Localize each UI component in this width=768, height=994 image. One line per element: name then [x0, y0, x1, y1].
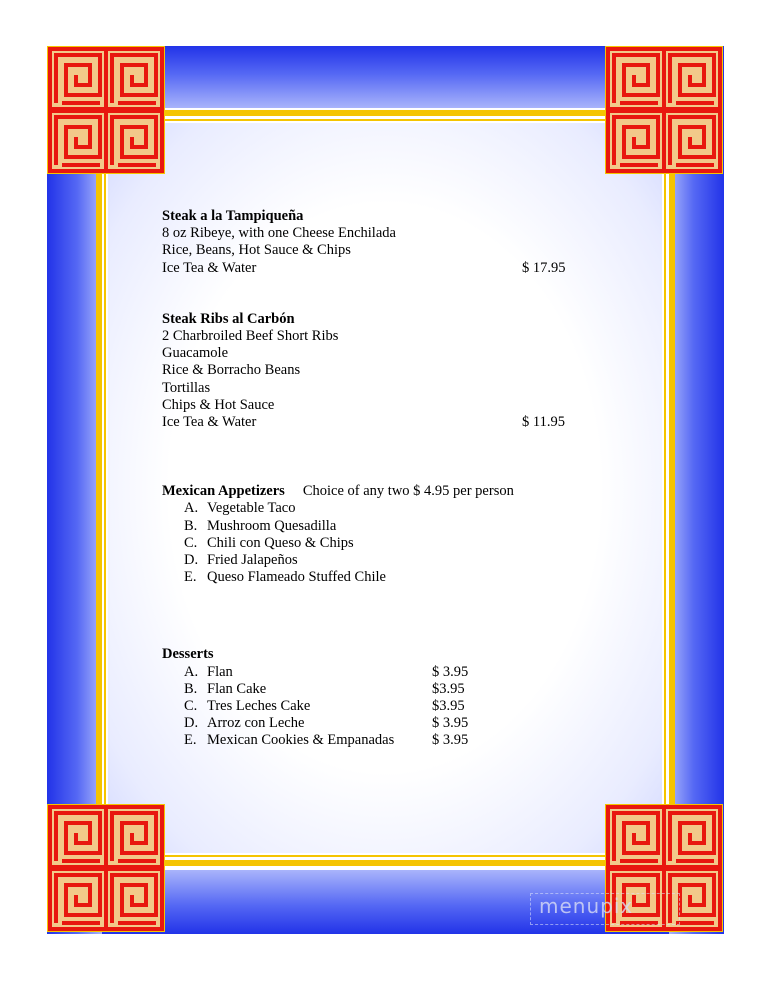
- gold-stripe: [102, 110, 669, 116]
- watermark-logo: menupix: [530, 893, 680, 925]
- item-line: Guacamole: [162, 345, 229, 362]
- item-price: $ 11.95: [522, 414, 565, 431]
- gold-stripe: [102, 119, 669, 121]
- item-price: $3.95: [432, 680, 465, 697]
- item-price: $ 3.95: [432, 732, 469, 749]
- list-item: [162, 681, 582, 698]
- menu-content: [162, 208, 582, 750]
- greek-key-corner-top-right: [605, 46, 723, 174]
- list-letter: B.: [184, 517, 198, 534]
- item-title: Steak a la Tampiqueña: [162, 208, 304, 224]
- list-item-name: Mexican Cookies & Empanadas: [207, 732, 395, 749]
- section-steak-ribs: [162, 311, 582, 431]
- greek-key-corner-bottom-left: [47, 804, 165, 932]
- gold-stripe: [96, 160, 102, 820]
- gold-stripe: [102, 855, 669, 857]
- item-line: Rice & Borracho Beans: [162, 362, 301, 379]
- list-item: [162, 715, 582, 732]
- list-item: [162, 535, 582, 552]
- item-line: [162, 260, 582, 277]
- item-price: $ 3.95: [432, 715, 469, 732]
- section-appetizers: [162, 483, 582, 586]
- list-letter: D.: [184, 552, 199, 569]
- list-item: [162, 664, 582, 681]
- section-steak-tampiquena: [162, 208, 582, 277]
- list-item: [162, 552, 582, 569]
- list-item-name: Flan Cake: [207, 680, 267, 697]
- list-letter: D.: [184, 715, 199, 732]
- section-title: Mexican Appetizers: [162, 483, 285, 500]
- section-desserts: [162, 646, 582, 749]
- list-item-name: Chili con Queso & Chips: [207, 534, 354, 551]
- list-item: [162, 500, 582, 517]
- list-item: [162, 569, 582, 586]
- list-item: [162, 698, 582, 715]
- item-price: $3.95: [432, 698, 465, 715]
- gold-stripe: [104, 160, 106, 820]
- list-item-name: Queso Flameado Stuffed Chile: [207, 569, 386, 586]
- list-letter: E.: [184, 569, 197, 586]
- item-line: Chips & Hot Sauce: [162, 396, 275, 413]
- gold-stripe: [669, 160, 675, 820]
- list-item-name: Tres Leches Cake: [207, 698, 311, 715]
- greek-key-corner-top-left: [47, 46, 165, 174]
- border-left-band: [47, 46, 102, 934]
- list-letter: A.: [184, 663, 199, 680]
- list-item-name: Flan: [207, 663, 233, 680]
- item-price: $ 3.95: [432, 663, 469, 680]
- list-item: [162, 518, 582, 535]
- gold-stripe: [664, 160, 666, 820]
- list-letter: C.: [184, 534, 198, 551]
- list-letter: C.: [184, 698, 198, 715]
- gold-stripe: [102, 860, 669, 866]
- appetizers-note: Choice of any two $ 4.95 per person: [302, 483, 514, 500]
- list-item-name: Mushroom Quesadilla: [207, 517, 337, 534]
- list-item-name: Vegetable Taco: [207, 500, 296, 517]
- item-line: [162, 414, 582, 431]
- appetizers-header: [162, 483, 582, 500]
- border-right-band: [669, 46, 724, 934]
- item-line: 8 oz Ribeye, with one Cheese Enchilada: [162, 225, 396, 242]
- list-letter: A.: [184, 500, 199, 517]
- list-item: [162, 732, 582, 749]
- section-title: Desserts: [162, 646, 214, 663]
- item-title: Steak Ribs al Carbón: [162, 310, 295, 327]
- list-letter: E.: [184, 732, 197, 749]
- list-letter: B.: [184, 680, 198, 697]
- item-price: $ 17.95: [522, 259, 566, 276]
- item-line-text: Ice Tea & Water: [162, 414, 257, 431]
- item-line: Rice, Beans, Hot Sauce & Chips: [162, 242, 351, 259]
- list-item-name: Fried Jalapeños: [207, 552, 298, 569]
- item-line: Tortillas: [162, 379, 211, 396]
- item-line-text: Ice Tea & Water: [162, 259, 257, 276]
- list-item-name: Arroz con Leche: [207, 715, 305, 732]
- item-line: 2 Charbroiled Beef Short Ribs: [162, 328, 339, 345]
